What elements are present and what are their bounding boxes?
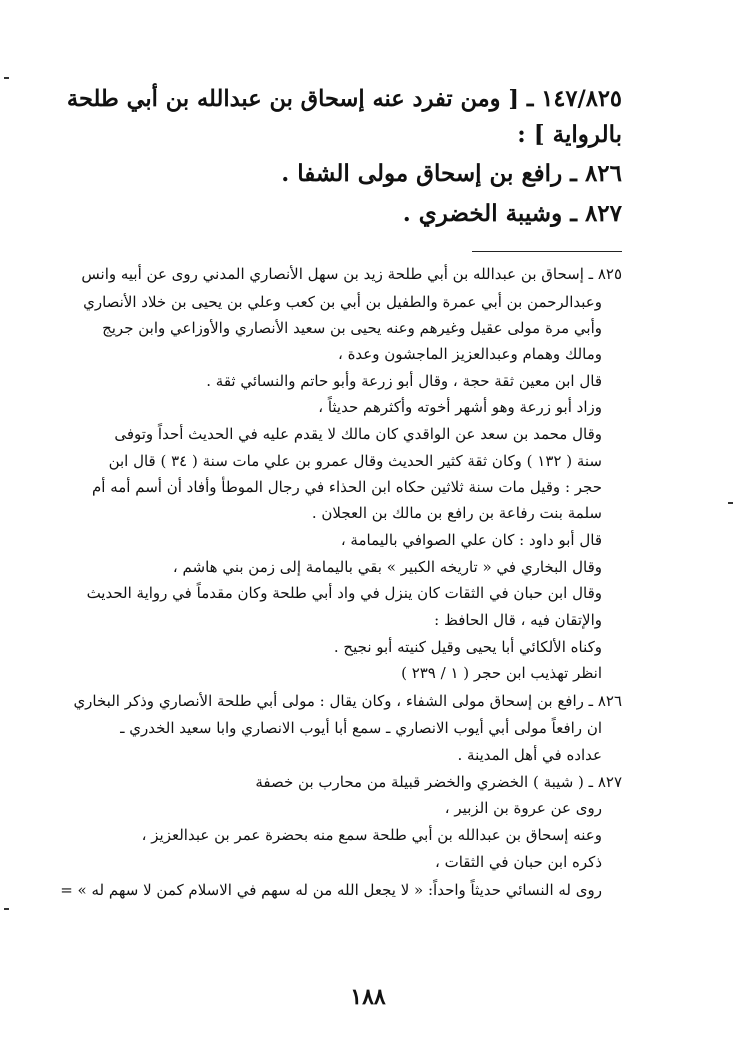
footnote-line: وعبدالرحمن بن أبي عمرة والطفيل بن أبي بن كعب وعلي بن يحيى بن خلاد الأنصاري xyxy=(83,293,602,311)
scan-margin-mark xyxy=(728,502,733,504)
heading-line-1: ١٤٧/٨٢٥ ـ [ ومن تفرد عنه إسحاق بن عبدالله بن أبي طلحة xyxy=(66,86,622,112)
footnote-separator xyxy=(472,251,622,252)
footnote-line: قال أبو داود : كان علي الصوافي باليمامة ، xyxy=(340,531,602,549)
footnote-line: حجر : وقيل مات سنة ثلاثين حكاه ابن الحذاء في رجال الموطأ وأفاد أن أسم أمه أم xyxy=(92,478,602,496)
heading-line-4: ٨٢٧ ـ وشيبة الخضري . xyxy=(402,200,622,227)
footnote-line: ومالك وهمام وعبدالعزيز الماجشون وعدة ، xyxy=(337,345,602,363)
footnote-line: وقال البخاري في « تاريخه الكبير » بقي باليمامة إلى زمن بني هاشم ، xyxy=(172,558,602,576)
footnote-line: ٨٢٦ ـ رافع بن إسحاق مولى الشفاء ، وكان يقال : مولى أبي طلحة الأنصاري وذكر البخاري xyxy=(73,692,622,710)
footnote-line: ٨٢٧ ـ ( شيبة ) الخضري والخضر قبيلة من محارب بن خصفة xyxy=(255,773,622,791)
footnote-line: روى عن عروة بن الزبير ، xyxy=(444,799,602,817)
footnote-line: وقال محمد بن سعد عن الواقدي كان مالك لا يقدم عليه في الحديث أحداً وتوفى xyxy=(114,425,602,443)
footnote-line: وقال ابن حبان في الثقات كان ينزل في واد أبي طلحة وكان مقدماً في رواية الحديث xyxy=(86,584,602,602)
footnote-line: ان رافعاً مولى أبي أيوب الانصاري ـ سمع أبا أيوب الانصاري وابا سعيد الخدري ـ xyxy=(120,719,602,737)
footnote-line: قال ابن معين ثقة حجة ، وقال أبو زرعة وأبو حاتم والنسائي ثقة . xyxy=(206,372,602,390)
footnote-line: وزاد أبو زرعة وهو أشهر أخوته وأكثرهم حديثاً ، xyxy=(318,398,602,416)
footnote-line: انظر تهذيب ابن حجر ( ١ / ٢٣٩ ) xyxy=(401,664,602,682)
footnote-line: روى له النسائي حديثاً واحداً: « لا يجعل الله من له سهم في الاسلام كمن لا سهم له » = xyxy=(60,881,602,899)
footnote-line: والإتقان فيه ، قال الحافظ : xyxy=(434,611,602,629)
footnote-line: وكناه الألكائي أبا يحيى وقيل كنيته أبو نجيح . xyxy=(333,638,602,656)
footnote-line: سلمة بنت رفاعة بن رافع بن مالك بن العجلان . xyxy=(311,504,602,522)
page-number: ١٨٨ xyxy=(350,984,386,1010)
footnote-line: وعنه إسحاق بن عبدالله بن أبي طلحة سمع منه بحضرة عمر بن عبدالعزيز ، xyxy=(141,826,602,844)
heading-line-3: ٨٢٦ ـ رافع بن إسحاق مولى الشفا . xyxy=(281,160,622,187)
footnote-line: عداده في أهل المدينة . xyxy=(457,746,602,764)
footnote-line: وأبي مرة مولى عقيل وغيرهم وعنه يحيى بن سعيد الأنصاري والأوزاعي وابن جريج xyxy=(102,319,602,337)
footnote-line: سنة ( ١٣٢ ) وكان ثقة كثير الحديث وقال عمرو بن علي مات سنة ( ٣٤ ) قال ابن xyxy=(108,452,602,470)
heading-line-2: بالرواية ] : xyxy=(517,121,622,148)
footnote-line: ذكره ابن حبان في الثقات ، xyxy=(435,853,602,871)
scan-margin-mark xyxy=(4,908,9,910)
footnote-line: ٨٢٥ ـ إسحاق بن عبدالله بن أبي طلحة زيد بن سهل الأنصاري المدني روى عن أبيه وانس xyxy=(81,265,622,283)
scan-margin-mark xyxy=(4,77,9,79)
